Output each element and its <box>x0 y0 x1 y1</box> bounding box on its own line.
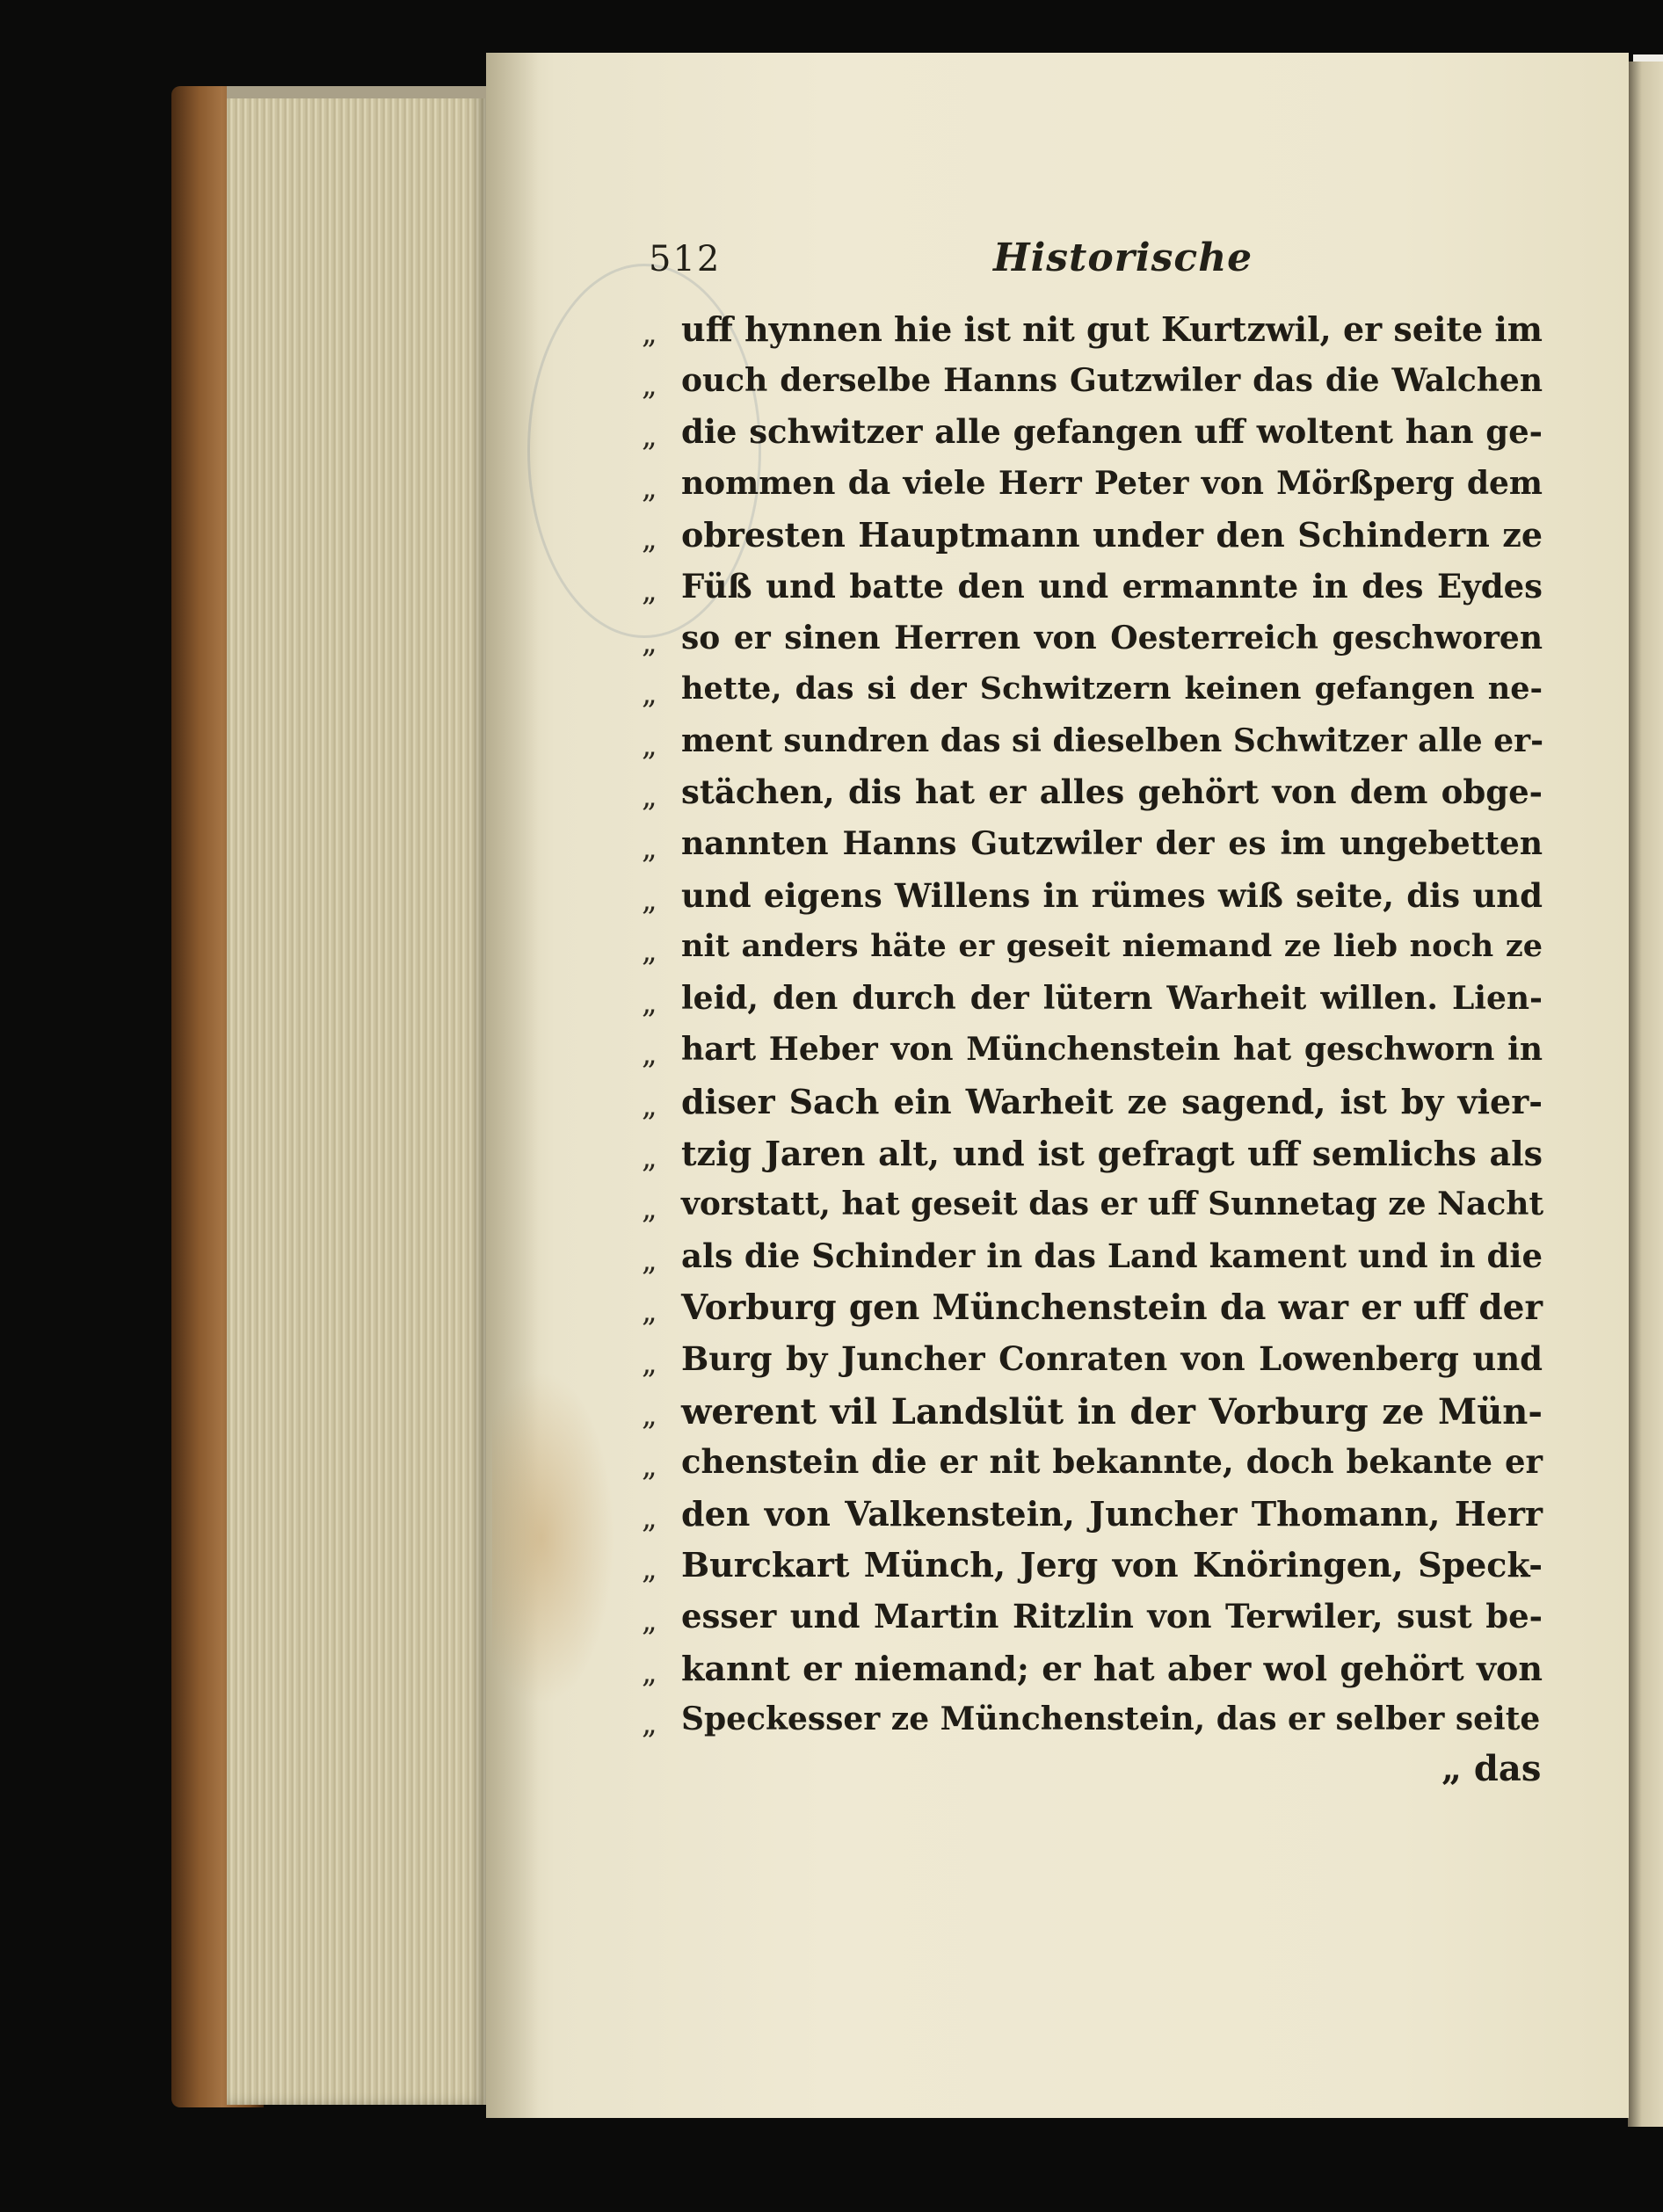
quote-mark: „ <box>642 367 657 403</box>
quote-mark: „ <box>642 1140 657 1175</box>
quote-mark: „ <box>642 1036 657 1071</box>
text-line: hette, das si der Schwitzern keinen gefangen ne- <box>681 671 1543 707</box>
quote-mark: „ <box>642 676 657 711</box>
quote-mark: „ <box>642 985 657 1020</box>
quote-mark: „ <box>642 1500 657 1535</box>
text-line: nannten Hanns Gutzwiler der es im ungebetten <box>681 825 1543 862</box>
text-line: tzig Jaren alt, und ist gefragt uff semlichs als <box>681 1134 1543 1173</box>
text-line: die schwitzer alle gefangen uff woltent han ge- <box>681 412 1543 451</box>
quote-mark: „ <box>642 470 657 505</box>
text-line: werent vil Landslüt in der Vorburg ze Mün- <box>681 1391 1543 1432</box>
text-line: leid, den durch der lütern Warheit willen. Lien- <box>681 980 1543 1017</box>
quote-mark: „ <box>642 418 657 453</box>
quote-mark: „ <box>642 1448 657 1483</box>
text-line: ouch derselbe Hanns Gutzwiler das die Walchen <box>681 362 1543 399</box>
text-line: so er sinen Herren von Oesterreich geschworen <box>681 620 1543 656</box>
text-line: als die Schinder in das Land kament und in die <box>681 1237 1543 1275</box>
quote-mark: „ <box>642 830 657 866</box>
page-gutter-shadow <box>486 53 539 2118</box>
text-line: uff hynnen hie ist nit gut Kurtzwil, er seite im <box>681 309 1543 349</box>
text-line: obresten Hauptmann under den Schindern ze <box>681 515 1543 555</box>
right-page-edge <box>1628 62 1663 2127</box>
quote-mark: „ <box>642 1294 657 1329</box>
text-line: diser Sach ein Warheit ze sagend, ist by vier- <box>681 1082 1543 1121</box>
text-line: kannt er niemand; er hat aber wol gehört von <box>681 1649 1543 1688</box>
quote-mark: „ <box>642 573 657 608</box>
page-block-top <box>227 86 486 98</box>
water-stain <box>492 1371 615 1705</box>
text-line: und eigens Willens in rümes wiß seite, dis und <box>681 876 1543 915</box>
quote-mark: „ <box>642 882 657 917</box>
quote-mark: „ <box>642 1655 657 1690</box>
text-line: hart Heber von Münchenstein hat geschworn in <box>681 1031 1543 1068</box>
quote-mark: „ <box>642 315 657 351</box>
text-line: Burckart Münch, Jerg von Knöringen, Speck- <box>681 1545 1543 1585</box>
text-line: vorstatt, hat geseit das er uff Sunnetag ze Nacht <box>681 1186 1544 1222</box>
quote-mark: „ <box>642 1345 657 1381</box>
text-line: Burg by Juncher Conraten von Lowenberg und <box>681 1339 1543 1378</box>
catchword: „ das <box>1442 1748 1542 1789</box>
quote-mark: „ <box>642 521 657 556</box>
text-line: Vorburg gen Münchenstein da war er uff der <box>681 1287 1543 1328</box>
quote-mark: „ <box>642 1243 657 1278</box>
quote-mark: „ <box>642 728 657 763</box>
text-line: ment sundren das si dieselben Schwitzer alle er- <box>681 722 1544 759</box>
text-line: Füß und batte den und ermannte in des Eydes <box>681 567 1543 606</box>
text-line: den von Valkenstein, Juncher Thomann, Herr <box>681 1494 1543 1534</box>
quote-mark: „ <box>642 1088 657 1123</box>
text-line: Speckesser ze Münchenstein, das er selber seite <box>681 1701 1541 1737</box>
running-title: Historische <box>993 236 1253 280</box>
quote-mark: „ <box>642 625 657 660</box>
text-line: nommen da viele Herr Peter von Mörßperg dem <box>681 465 1543 502</box>
quote-mark: „ <box>642 1706 657 1741</box>
quote-mark: „ <box>642 779 657 814</box>
quote-mark: „ <box>642 1603 657 1638</box>
page-number: 512 <box>649 239 722 279</box>
quote-mark: „ <box>642 1551 657 1586</box>
text-line: stächen, dis hat er alles gehört von dem obge- <box>681 772 1543 811</box>
text-line: chenstein die er nit bekannte, doch bekante er <box>681 1442 1543 1481</box>
text-line: nit anders häte er geseit niemand ze lieb noch ze <box>681 928 1543 964</box>
quote-mark: „ <box>642 1397 657 1432</box>
quote-mark: „ <box>642 1191 657 1226</box>
quote-mark: „ <box>642 933 657 968</box>
page-block-edges <box>227 88 486 2105</box>
text-line: esser und Martin Ritzlin von Terwiler, sust be- <box>681 1597 1543 1635</box>
